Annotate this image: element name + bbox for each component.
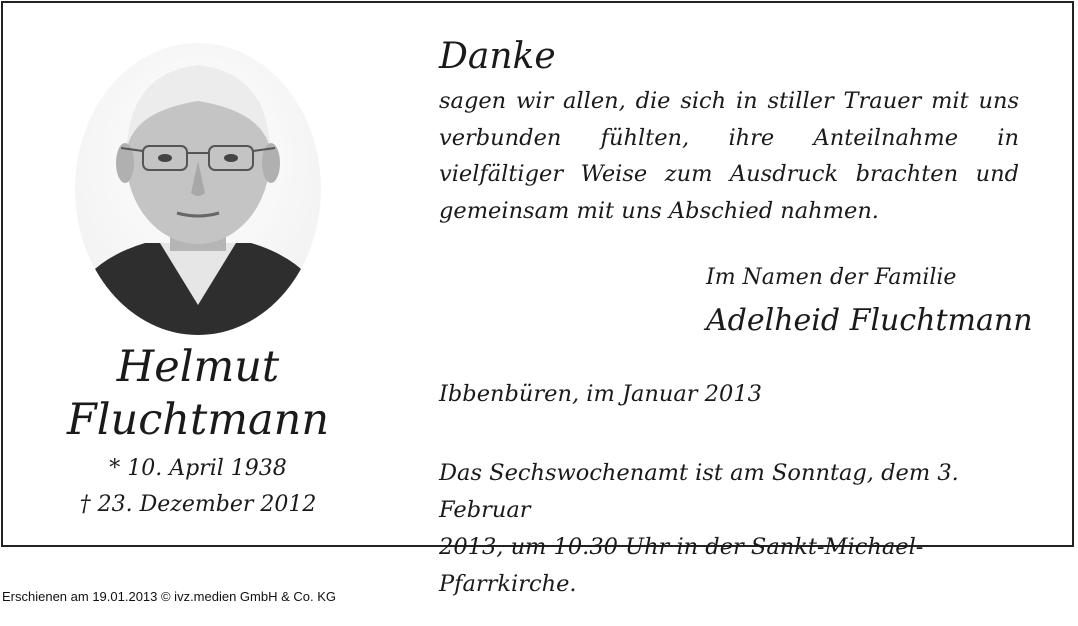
service-line-2: 2013, um 10.30 Uhr in der Sankt-Michael-Pfarrkirche. <box>439 534 924 597</box>
deceased-last-name: Fluchtmann <box>66 395 330 445</box>
birth-date: * 10. April 1938 <box>109 456 287 481</box>
deceased-first-name: Helmut <box>116 342 280 392</box>
death-date: † 23. Dezember 2012 <box>79 492 317 517</box>
publication-footer: Erschienen am 19.01.2013 © ivz.medien GmbH & Co. KG <box>2 589 337 604</box>
family-signature: Adelheid Fluchtmann <box>706 303 1033 338</box>
family-intro: Im Namen der Familie <box>706 265 957 290</box>
service-announcement <box>439 455 1019 603</box>
thank-you-message: sagen wir allen, die sich in stiller Trauer mit uns verbunden fühlten, ihre Anteilnahme in vielfältiger Weise zum Ausdruck brachten und gemeinsam mit uns Abschied nahmen. <box>439 88 1019 224</box>
portrait-photo <box>75 43 321 335</box>
place-date: Ibbenbüren, im Januar 2013 <box>439 381 762 407</box>
heading-danke: Danke <box>439 36 556 77</box>
portrait-image <box>75 43 321 335</box>
service-line-1: Das Sechswochenamt ist am Sonntag, dem 3. Februar <box>439 460 959 523</box>
